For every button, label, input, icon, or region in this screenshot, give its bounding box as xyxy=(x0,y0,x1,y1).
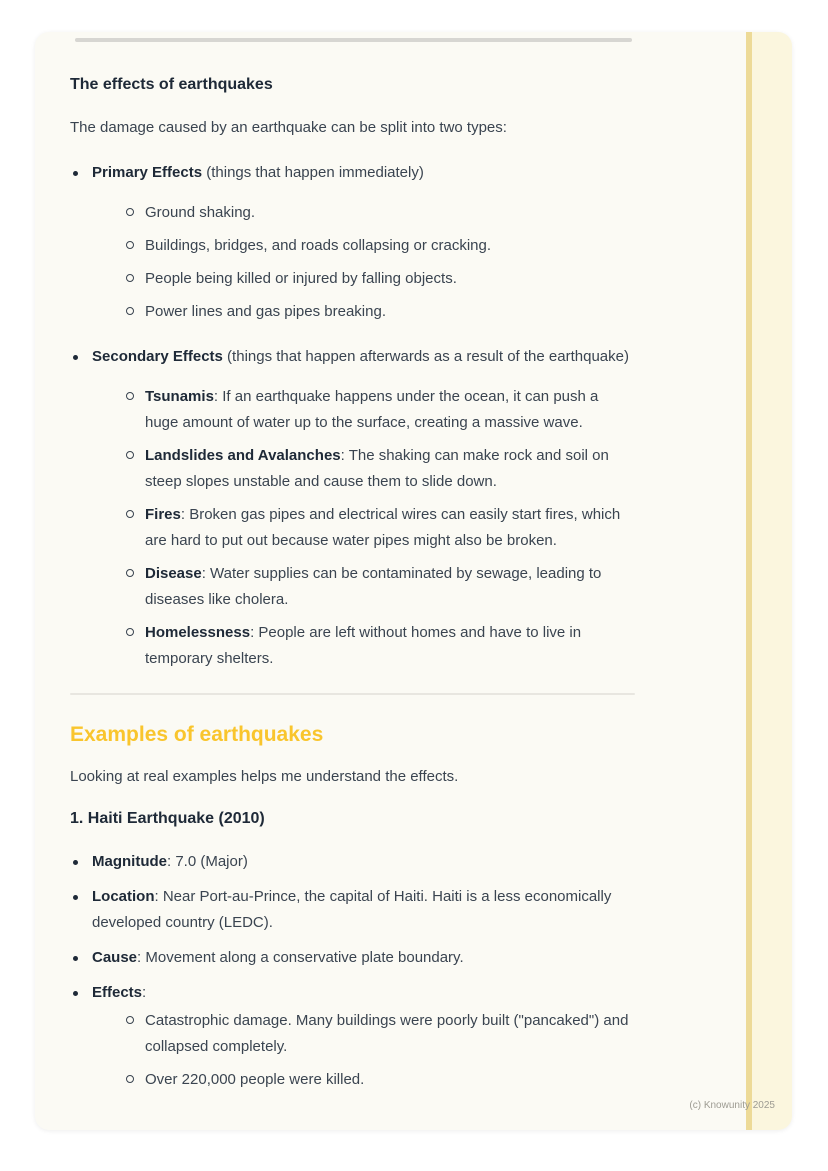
list-item xyxy=(123,561,635,613)
bullet-dot-icon xyxy=(73,895,78,900)
document-card xyxy=(35,32,792,1130)
bullet-circle-icon xyxy=(126,274,134,282)
list-item xyxy=(123,233,635,259)
effects-list xyxy=(70,160,635,679)
bullet-circle-icon xyxy=(126,392,134,400)
list-item xyxy=(123,1008,635,1060)
sub-item-text: Disease: Water supplies can be contaminated by sewage, leading to diseases like cholera. xyxy=(145,565,602,608)
list-item xyxy=(123,200,635,226)
primary-effects-text xyxy=(92,160,635,186)
sub-item-text: Tsunamis: If an earthquake happens under the ocean, it can push a huge amount of water up to the surface, creating a massive wave. xyxy=(145,388,599,431)
list-item xyxy=(123,620,635,672)
sub-item-text: Power lines and gas pipes breaking. xyxy=(145,303,386,320)
haiti-facts-list xyxy=(70,849,635,1100)
sub-item-text: Catastrophic damage. Many buildings were poorly built ("pancaked") and collapsed completely. xyxy=(145,1012,629,1055)
list-item xyxy=(123,502,635,554)
copyright-watermark: (c) Knowunity 2025 xyxy=(689,1100,775,1111)
fact-text: Magnitude: 7.0 (Major) xyxy=(92,853,248,870)
fact-cause xyxy=(70,945,635,971)
bullet-circle-icon xyxy=(126,241,134,249)
bullet-dot-icon xyxy=(73,991,78,996)
bullet-circle-icon xyxy=(126,307,134,315)
bullet-dot-icon xyxy=(73,171,78,176)
case-title-haiti: 1. Haiti Earthquake (2010) xyxy=(70,810,265,827)
list-item xyxy=(123,299,635,325)
list-item-secondary-effects xyxy=(70,344,635,679)
fact-location xyxy=(70,884,635,936)
document-content xyxy=(70,72,635,1109)
primary-effects-rest: (things that happen immediately) xyxy=(202,164,424,181)
list-item xyxy=(123,443,635,495)
page-edge-strip xyxy=(746,32,792,1130)
sub-item-text: Landslides and Avalanches: The shaking can make rock and soil on steep slopes unstable and cause them to slide down. xyxy=(145,447,609,490)
list-item xyxy=(123,266,635,292)
fact-text: Cause: Movement along a conservative plate boundary. xyxy=(92,949,464,966)
bullet-circle-icon xyxy=(126,628,134,636)
bullet-circle-icon xyxy=(126,1016,134,1024)
sub-item-text: Ground shaking. xyxy=(145,204,256,221)
list-item xyxy=(123,1067,635,1093)
fact-effects xyxy=(70,980,635,1100)
section-divider xyxy=(70,693,635,695)
primary-effects-term: Primary Effects xyxy=(92,164,203,181)
bullet-circle-icon xyxy=(126,208,134,216)
sub-item-text: Homelessness: People are left without homes and have to live in temporary shelters. xyxy=(145,624,582,667)
fact-magnitude xyxy=(70,849,635,875)
haiti-effects-sublist xyxy=(123,1008,635,1093)
sub-item-text: Over 220,000 people were killed. xyxy=(145,1071,365,1088)
section-heading-examples: Examples of earthquakes xyxy=(70,723,324,746)
intro-paragraph: The damage caused by an earthquake can be split into two types: xyxy=(70,119,507,136)
bullet-circle-icon xyxy=(126,1075,134,1083)
bullet-circle-icon xyxy=(126,510,134,518)
fact-text: Location: Near Port-au-Prince, the capital of Haiti. Haiti is a less economically developed country (LEDC). xyxy=(92,888,612,931)
sub-item-text: Fires: Broken gas pipes and electrical wires can easily start fires, which are hard to put out because water pipes might also be broken. xyxy=(145,506,621,549)
examples-lead-paragraph: Looking at real examples helps me understand the effects. xyxy=(70,768,459,785)
bullet-dot-icon xyxy=(73,355,78,360)
bullet-dot-icon xyxy=(73,860,78,865)
top-divider-bar xyxy=(75,38,632,42)
secondary-effects-sublist xyxy=(123,384,635,672)
list-item-primary-effects xyxy=(70,160,635,332)
list-item xyxy=(123,384,635,436)
secondary-effects-term: Secondary Effects xyxy=(92,348,223,365)
section-heading-effects: The effects of earthquakes xyxy=(70,76,273,93)
sub-item-text: Buildings, bridges, and roads collapsing or cracking. xyxy=(145,237,492,254)
primary-effects-sublist xyxy=(123,200,635,325)
fact-text: Effects: xyxy=(92,984,147,1001)
bullet-circle-icon xyxy=(126,451,134,459)
bullet-dot-icon xyxy=(73,956,78,961)
secondary-effects-text xyxy=(92,344,635,370)
sub-item-text: People being killed or injured by falling objects. xyxy=(145,270,457,287)
secondary-effects-rest: (things that happen afterwards as a result of the earthquake) xyxy=(222,348,629,365)
bullet-circle-icon xyxy=(126,569,134,577)
